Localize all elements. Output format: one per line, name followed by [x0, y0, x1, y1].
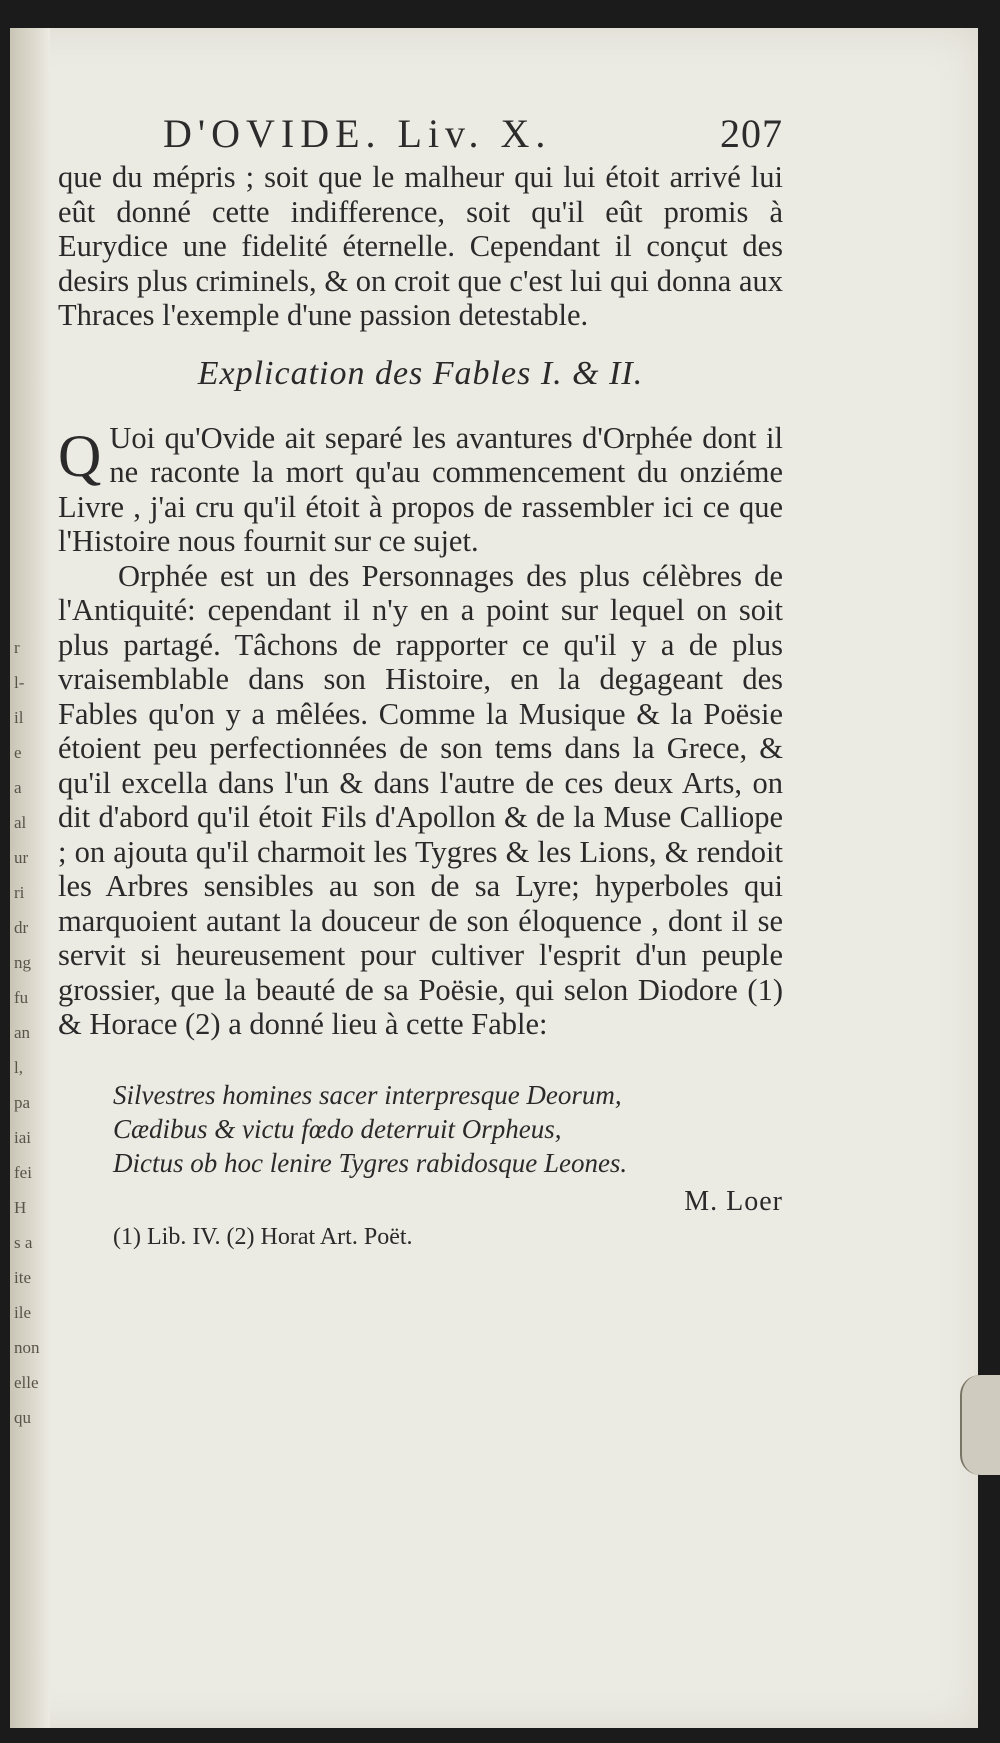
page-edge-clip	[960, 1375, 1000, 1475]
bleed-fragment: il	[14, 708, 24, 727]
bleed-fragment: al	[14, 813, 27, 832]
verse-line: Silvestres homines sacer interpresque Deorum,	[113, 1079, 622, 1110]
bleed-fragment	[14, 210, 42, 245]
bleed-fragment: e	[14, 743, 22, 762]
bleed-fragment: a	[14, 778, 22, 797]
drop-cap: Q	[58, 422, 102, 489]
bleed-fragment: an	[14, 1023, 31, 1042]
bleed-fragment: qu	[14, 1408, 31, 1427]
bleed-fragment	[14, 525, 42, 560]
bleed-fragment: l,	[14, 1058, 23, 1077]
page-text-block	[58, 110, 783, 1251]
paragraph-continued: que du mépris ; soit que le malheur qui lui étoit arrivé lui eût donné cette indifference, soit qu'il eût promis à Eurydice une fidelité éternelle. Cependant il conçut des desirs plus criminels, & on croit que c'est lui qui donna aux Thraces l'exemple d'une passion detestable.	[58, 160, 783, 332]
bleed-fragment	[14, 105, 42, 140]
bleed-fragment: ng	[14, 953, 31, 972]
paragraph-opening-text: Uoi qu'Ovide ait separé les avantures d'Orphée dont il ne raconte la mort qu'au commencement du onziéme Livre , j'ai cru qu'il étoit à propos de rassembler ici ce que l'Histoire nous fournit sur ce sujet.	[58, 420, 783, 558]
bleed-fragment	[14, 175, 42, 210]
bleed-fragment	[14, 140, 42, 175]
paragraph-opening	[58, 421, 783, 559]
signature: M. Loer	[684, 1185, 783, 1217]
bleed-fragment	[14, 315, 42, 350]
bleed-fragment	[14, 595, 42, 630]
bleed-fragment	[14, 245, 42, 280]
bleed-fragment: s a	[14, 1233, 33, 1252]
verse-line: Dictus ob hoc lenire Tygres rabidosque Leones.	[113, 1147, 628, 1178]
bleed-fragment: iai	[14, 1128, 31, 1147]
bleed-fragment: H	[14, 1198, 27, 1217]
bleed-fragment: fei	[14, 1163, 32, 1182]
latin-verse	[113, 1078, 783, 1180]
bleed-fragment	[14, 385, 42, 420]
bleed-fragment	[14, 280, 42, 315]
bleed-fragment	[14, 35, 42, 70]
paragraph-orphee: Orphée est un des Personnages des plus célèbres de l'Antiquité: cependant il n'y en a point sur lequel on soit plus partagé. Tâchons de rapporter ce qu'il y a de plus vraisemblable dans son Histoire, en la degageant des Fables qu'on y a mêlées. Comme la Musique & la Poësie étoient peu perfectionnées de son tems dans la Grece, & qu'il excella dans l'un & dans l'autre de ces deux Arts, on dit d'abord qu'il étoit Fils d'Apollon & de la Muse Calliope ; on ajouta qu'il charmoit les Tygres & les Lions, & rendoit les Arbres sensibles au son de sa Lyre; hyperboles qui marquoient autant la douceur de son éloquence , dont il se servit si heureusement pour cultiver l'esprit d'un peuple grossier, que la beauté de sa Poësie, qui selon Diodore (1) & Horace (2) a donné lieu à cette Fable:	[58, 558, 783, 1041]
bleed-fragment	[14, 420, 42, 455]
bleed-fragment: l-	[14, 673, 25, 692]
bleed-fragment: elle	[14, 1373, 39, 1392]
bleed-fragment	[14, 455, 42, 490]
footnote: (1) Lib. IV. (2) Horat Art. Poët.	[113, 1223, 413, 1250]
bleed-fragment: pa	[14, 1093, 31, 1112]
section-heading: Explication des Fables I. & II.	[197, 354, 644, 392]
bleed-fragment: fu	[14, 988, 29, 1007]
running-head-title: D'OVIDE. Liv. X.	[163, 111, 552, 156]
bleed-fragment	[14, 490, 42, 525]
page-number: 207	[720, 111, 783, 156]
bleed-fragment: dr	[14, 918, 29, 937]
bleed-fragment	[14, 560, 42, 595]
facing-page-bleed	[14, 0, 42, 1435]
bleed-fragment: non	[14, 1338, 40, 1357]
bleed-fragment	[14, 0, 42, 35]
bleed-fragment: r	[14, 638, 20, 657]
bleed-fragment: ite	[14, 1268, 31, 1287]
bleed-fragment: ur	[14, 848, 29, 867]
running-head	[58, 110, 783, 160]
bleed-fragment: ri	[14, 883, 25, 902]
bleed-fragment: ile	[14, 1303, 31, 1322]
bleed-fragment	[14, 350, 42, 385]
verse-line: Cædibus & victu fœdo deterruit Orpheus,	[113, 1113, 562, 1144]
bleed-fragment	[14, 70, 42, 105]
